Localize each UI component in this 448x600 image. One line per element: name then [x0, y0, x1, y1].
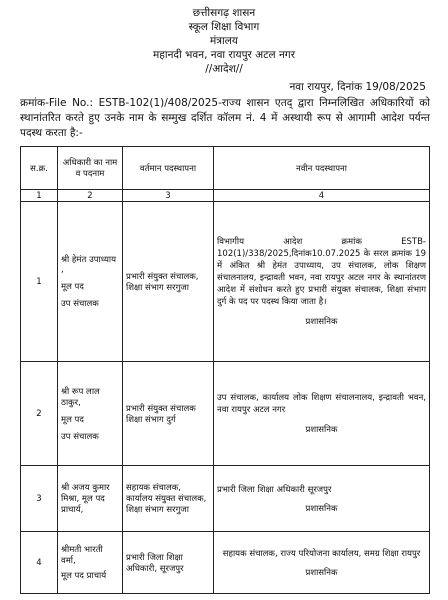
header-sno: स.क्र.	[21, 147, 58, 190]
col-number: 2	[58, 190, 123, 202]
row-officer	[58, 202, 123, 362]
order-heading: //आदेश//	[205, 63, 243, 75]
officer-post: मूल पद प्राचार्य	[61, 571, 107, 581]
col-number: 3	[123, 190, 214, 202]
category-label: प्रशासनिक	[305, 503, 338, 514]
order-paragraph: क्रमांक-File No.: ESTB-102(1)/408/2025-राज्य शासन एतद् द्वारा निम्नलिखित अधिकारियों को स्थानांतरित करते हुए उनके नाम के सम्मुख दर्शित कॉलम नं. 4 में अस्थायी रूप से आगामी आदेश पर्यन्त पदस्थ करता है:-	[20, 97, 430, 139]
officer-post-title: उप संचालक	[61, 299, 99, 309]
row-sno: 2	[21, 362, 58, 466]
row-current-posting: प्रभारी संयुक्त संचालक शिक्षा संभाग दुर्ग	[123, 362, 214, 466]
row-new-posting	[214, 466, 430, 532]
new-posting-text: प्रभारी जिला शिक्षा अधिकारी सूरजपुर	[217, 484, 332, 495]
address-line: महानदी भवन, नवा रायपुर अटल नगर	[153, 49, 295, 61]
officer-name: श्री रूप लाल ठाकुर,	[61, 386, 100, 408]
officer-name: श्रीमती भारती वर्मा,	[61, 545, 103, 566]
govt-title: छत्तीसगढ़ शासन	[192, 7, 256, 19]
department-title: स्कूल शिक्षा विभाग	[188, 21, 260, 33]
row-sno: 4	[21, 532, 58, 594]
transfer-table	[20, 146, 430, 594]
row-officer	[58, 362, 123, 466]
table-header-row	[21, 147, 430, 190]
row-new-posting	[214, 532, 430, 594]
row-current-posting: सहायक संचालक, कार्यालय संयुक्त संचालक, शिक्षा संभाग सरगुजा	[123, 466, 214, 532]
row-new-posting	[214, 362, 430, 466]
officer-name: श्री हेमंत उपाध्याय ,	[61, 255, 117, 275]
col-number: 4	[214, 190, 430, 202]
new-posting-text: उप संचालक, कार्यालय लोक शिक्षण संचालनालय, इन्द्रावती भवन, नवा रायपुर अटल नगर	[217, 393, 426, 415]
header-current-posting: वर्तमान पदस्थापना	[123, 147, 214, 190]
row-new-posting	[214, 202, 430, 362]
row-sno: 1	[21, 202, 58, 362]
row-sno: 3	[21, 466, 58, 532]
category-label: प्रशासनिक	[305, 567, 338, 578]
category-label: प्रशासनिक	[305, 317, 338, 327]
header-new-posting: नवीन पदस्थापना	[214, 147, 430, 190]
table-row	[21, 466, 430, 532]
table-row	[21, 532, 430, 594]
ministry-title: मंत्रालय	[209, 35, 238, 47]
order-date: नवा रायपुर, दिनांक 19/08/2025	[289, 81, 426, 93]
col-number: 1	[21, 190, 58, 202]
officer-post-title: उप संचालक	[61, 431, 99, 442]
category-label: प्रशासनिक	[305, 425, 338, 435]
row-current-posting: प्रभारी जिला शिक्षा अधिकारी, सूरजपुर	[123, 532, 214, 594]
header-officer: अधिकारी का नाम व पदनाम	[58, 147, 123, 190]
table-row	[21, 202, 430, 362]
new-posting-text: विभागीय आदेश क्रमांक ESTB-102(1)/338/2025,दिनांक10.07.2025 के सरल क्रमांक 19 में अंकित श्री हेमंत उपाध्याय, उप संचालक, लोक शिक्षण संचालनालय, इन्द्रावती भवन, नवा रायपुर अटल नगर के स्थानांतरण आदेश में संशोधन करते हुए प्रभारी संयुक्त संचालक, शिक्षा संभाग दुर्ग के पद पर पदस्थ किया जाता है।	[217, 237, 426, 307]
column-number-row	[21, 190, 430, 202]
new-posting-text: सहायक संचालक, राज्य परियोजना कार्यालय, समग्र शिक्षा रायपुर	[222, 548, 421, 559]
officer-post: मूल पद	[61, 414, 84, 425]
row-current-posting: प्रभारी संयुक्त संचालक, शिक्षा संभाग सरगुजा	[123, 202, 214, 362]
row-officer: श्री अजय कुमार मिश्रा, मूल पद प्राचार्य,	[58, 466, 123, 532]
officer-post: मूल पद	[61, 282, 84, 292]
table-row	[21, 362, 430, 466]
row-officer	[58, 532, 123, 594]
